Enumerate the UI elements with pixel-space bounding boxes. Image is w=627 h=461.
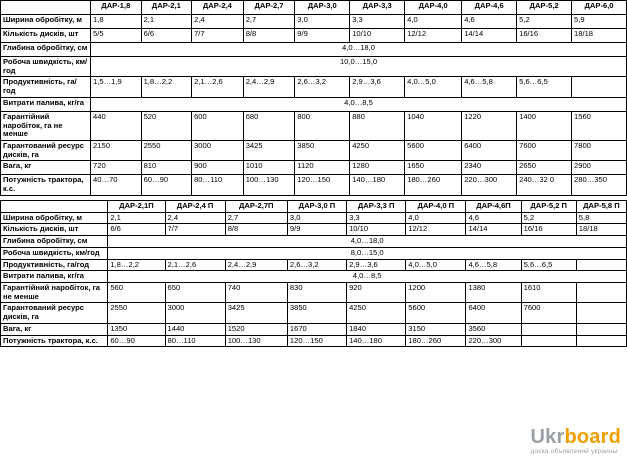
data-cell: 40…70	[91, 175, 142, 195]
table-row	[1, 259, 627, 271]
data-cell: 1200	[406, 282, 466, 302]
row-label: Гарантійний наробіток, га не менше	[1, 282, 108, 302]
data-cell: 1440	[165, 323, 225, 335]
data-cell: 14/14	[462, 29, 517, 43]
data-cell: 9/9	[295, 29, 350, 43]
header-cell-blank	[1, 200, 108, 212]
header-cell-model: ДАР-1,8	[91, 1, 142, 15]
data-cell: 8/8	[225, 224, 287, 236]
data-cell: 3560	[466, 323, 521, 335]
data-cell: 3000	[192, 141, 244, 161]
spec-table-trailed-body	[1, 200, 627, 346]
data-cell: 2,7	[225, 212, 287, 224]
data-cell: 3150	[406, 323, 466, 335]
data-cell: 3425	[225, 303, 287, 323]
header-cell-model: ДАР-4,0 П	[406, 200, 466, 212]
data-cell: 810	[141, 161, 192, 175]
watermark-prefix: Ukr	[530, 426, 565, 448]
data-cell: 140…180	[347, 335, 406, 347]
table-row	[1, 141, 627, 161]
header-cell-model: ДАР-3,0 П	[287, 200, 346, 212]
data-cell: 4,6	[466, 212, 521, 224]
data-cell: 2,6…3,2	[295, 77, 350, 97]
data-cell: 5,6…6,5	[517, 77, 572, 97]
data-cell: 240…32 0	[517, 175, 572, 195]
data-cell: 5,2	[521, 212, 576, 224]
data-cell	[576, 335, 626, 347]
data-cell: 220…300	[462, 175, 517, 195]
spec-table-mounted	[0, 0, 627, 196]
header-cell-model: ДАР-5,2	[517, 1, 572, 15]
data-cell: 180…260	[405, 175, 462, 195]
data-cell: 7600	[521, 303, 576, 323]
data-cell: 5,2	[517, 15, 572, 29]
data-cell: 5,8	[576, 212, 626, 224]
data-cell: 80…110	[192, 175, 244, 195]
data-cell: 5,6…6,5	[521, 259, 576, 271]
row-label: Потужність трактора, к.с.	[1, 175, 91, 195]
row-label: Робоча швидкість, км/год	[1, 247, 108, 259]
header-cell-model: ДАР-5,2 П	[521, 200, 576, 212]
row-label: Кількість дисків, шт	[1, 224, 108, 236]
data-cell: 4,0	[406, 212, 466, 224]
header-cell-model: ДАР-5,8 П	[576, 200, 626, 212]
row-label: Продуктивність, га/год	[1, 259, 108, 271]
table-row	[1, 175, 627, 195]
data-cell	[521, 335, 576, 347]
data-cell: 4,0	[405, 15, 462, 29]
table-row	[1, 161, 627, 175]
data-cell: 100…130	[225, 335, 287, 347]
table-row	[1, 77, 627, 97]
spec-table-trailed	[0, 200, 627, 347]
row-label: Гарантований ресурс дисків, га	[1, 141, 91, 161]
table-row	[1, 57, 627, 77]
data-cell: 5600	[405, 141, 462, 161]
data-cell: 3,3	[350, 15, 405, 29]
data-cell: 80…110	[165, 335, 225, 347]
data-cell: 18/18	[576, 224, 626, 236]
table-header-row	[1, 1, 627, 15]
data-cell: 2,1…2,6	[165, 259, 225, 271]
header-cell-model: ДАР-2,4 П	[165, 200, 225, 212]
data-cell: 1010	[243, 161, 295, 175]
row-label: Витрати палива, кг/га	[1, 97, 91, 111]
table-header-row	[1, 200, 627, 212]
data-cell: 2,1…2,6	[192, 77, 244, 97]
data-cell: 7/7	[165, 224, 225, 236]
data-cell: 180…260	[406, 335, 466, 347]
data-cell: 12/12	[405, 29, 462, 43]
data-cell: 880	[350, 111, 405, 140]
data-cell: 6400	[466, 303, 521, 323]
header-cell-model: ДАР-3,3	[350, 1, 405, 15]
data-cell: 1,8	[91, 15, 142, 29]
data-cell: 60…90	[108, 335, 165, 347]
row-label: Продуктивність, га/год	[1, 77, 91, 97]
header-cell-model: ДАР-6,0	[572, 1, 627, 15]
data-cell: 680	[243, 111, 295, 140]
data-cell: 900	[192, 161, 244, 175]
data-cell: 440	[91, 111, 142, 140]
table-row	[1, 29, 627, 43]
data-cell: 2,4	[192, 15, 244, 29]
data-cell: 280…350	[572, 175, 627, 195]
data-cell: 1840	[347, 323, 406, 335]
data-cell: 140…180	[350, 175, 405, 195]
data-cell: 5,9	[572, 15, 627, 29]
row-label: Глибина обробітку, см	[1, 236, 108, 248]
data-cell: 16/16	[521, 224, 576, 236]
table-row	[1, 97, 627, 111]
header-cell-model: ДАР-4,6П	[466, 200, 521, 212]
data-cell: 100…130	[243, 175, 295, 195]
data-cell: 520	[141, 111, 192, 140]
data-cell: 2,1	[141, 15, 192, 29]
table-row	[1, 247, 627, 259]
header-cell-model: ДАР-2,7П	[225, 200, 287, 212]
data-cell: 3850	[287, 303, 346, 323]
data-cell: 7800	[572, 141, 627, 161]
header-cell-model: ДАР-4,0	[405, 1, 462, 15]
data-cell: 560	[108, 282, 165, 302]
row-label: Вага, кг	[1, 323, 108, 335]
data-cell: 1400	[517, 111, 572, 140]
data-cell: 120…150	[295, 175, 350, 195]
table-row	[1, 224, 627, 236]
spec-table-mounted-body	[1, 1, 627, 196]
data-cell: 600	[192, 111, 244, 140]
data-cell: 5600	[406, 303, 466, 323]
data-cell: 800	[295, 111, 350, 140]
data-cell: 18/18	[572, 29, 627, 43]
data-cell: 6400	[462, 141, 517, 161]
header-cell-model: ДАР-2,1	[141, 1, 192, 15]
data-cell: 1560	[572, 111, 627, 140]
row-label: Ширина обробітку, м	[1, 15, 91, 29]
data-cell: 6/6	[141, 29, 192, 43]
data-cell: 2,7	[243, 15, 295, 29]
watermark-subtitle: доска объявлений украины	[530, 448, 618, 455]
data-cell: 830	[287, 282, 346, 302]
data-cell: 2,4…2,9	[225, 259, 287, 271]
header-cell-model: ДАР-3,3 П	[347, 200, 406, 212]
data-cell: 4,0…5,0	[406, 259, 466, 271]
table-row	[1, 15, 627, 29]
row-merged-value: 4,0…18,0	[91, 43, 627, 57]
data-cell: 7600	[517, 141, 572, 161]
data-cell: 2650	[517, 161, 572, 175]
table-row	[1, 323, 627, 335]
data-cell: 4,6…5,8	[466, 259, 521, 271]
data-cell: 120…150	[287, 335, 346, 347]
data-cell: 3,3	[347, 212, 406, 224]
row-label: Вага, кг	[1, 161, 91, 175]
data-cell: 4,6…5,8	[462, 77, 517, 97]
data-cell: 2,4	[165, 212, 225, 224]
data-cell: 1350	[108, 323, 165, 335]
data-cell: 1670	[287, 323, 346, 335]
data-cell	[572, 77, 627, 97]
data-cell: 60…90	[141, 175, 192, 195]
header-cell-model: ДАР-3,0	[295, 1, 350, 15]
data-cell: 720	[91, 161, 142, 175]
table-row	[1, 303, 627, 323]
data-cell: 2150	[91, 141, 142, 161]
watermark	[530, 427, 621, 455]
row-label: Витрати палива, кг/га	[1, 271, 108, 283]
table-row	[1, 212, 627, 224]
data-cell: 740	[225, 282, 287, 302]
data-cell: 1220	[462, 111, 517, 140]
data-cell: 3,0	[287, 212, 346, 224]
data-cell	[576, 303, 626, 323]
table-row	[1, 43, 627, 57]
data-cell: 7/7	[192, 29, 244, 43]
data-cell: 2,9…3,6	[350, 77, 405, 97]
data-cell: 4,6	[462, 15, 517, 29]
data-cell: 1120	[295, 161, 350, 175]
data-cell: 12/12	[406, 224, 466, 236]
data-cell: 3850	[295, 141, 350, 161]
data-cell	[521, 323, 576, 335]
data-cell: 2,4…2,9	[243, 77, 295, 97]
row-merged-value: 4,0…18,0	[108, 236, 627, 248]
data-cell: 650	[165, 282, 225, 302]
data-cell: 3000	[165, 303, 225, 323]
data-cell	[576, 282, 626, 302]
data-cell	[576, 259, 626, 271]
data-cell	[576, 323, 626, 335]
row-label: Гарантійний наробіток, га не менше	[1, 111, 91, 140]
data-cell: 1650	[405, 161, 462, 175]
table-row	[1, 236, 627, 248]
row-label: Кількість дисків, шт	[1, 29, 91, 43]
data-cell: 1,8…2,2	[141, 77, 192, 97]
watermark-logo	[530, 427, 621, 447]
data-cell: 2550	[141, 141, 192, 161]
row-merged-value: 8,0…15,0	[108, 247, 627, 259]
data-cell: 5/5	[91, 29, 142, 43]
row-merged-value: 4,0…8,5	[108, 271, 627, 283]
data-cell: 4250	[347, 303, 406, 323]
row-label: Робоча швидкість, км/год	[1, 57, 91, 77]
data-cell: 1380	[466, 282, 521, 302]
data-cell: 1040	[405, 111, 462, 140]
data-cell: 2900	[572, 161, 627, 175]
data-cell: 4,0…5,0	[405, 77, 462, 97]
data-cell: 2340	[462, 161, 517, 175]
row-label: Глибина обробітку, см	[1, 43, 91, 57]
data-cell: 220…300	[466, 335, 521, 347]
data-cell: 1610	[521, 282, 576, 302]
table-row	[1, 282, 627, 302]
row-merged-value: 4,0…8,5	[91, 97, 627, 111]
header-cell-model: ДАР-4,6	[462, 1, 517, 15]
data-cell: 2,9…3,6	[347, 259, 406, 271]
data-cell: 2,6…3,2	[287, 259, 346, 271]
data-cell: 1,5…1,9	[91, 77, 142, 97]
data-cell: 3,0	[295, 15, 350, 29]
data-cell: 1520	[225, 323, 287, 335]
data-cell: 16/16	[517, 29, 572, 43]
data-cell: 4250	[350, 141, 405, 161]
data-cell: 6/6	[108, 224, 165, 236]
data-cell: 1,8…2,2	[108, 259, 165, 271]
data-cell: 2550	[108, 303, 165, 323]
header-cell-model: ДАР-2,1П	[108, 200, 165, 212]
data-cell: 8/8	[243, 29, 295, 43]
watermark-accent: board	[564, 426, 621, 448]
header-cell-model: ДАР-2,4	[192, 1, 244, 15]
table-row	[1, 111, 627, 140]
row-label: Потужність трактора, к.с.	[1, 335, 108, 347]
data-cell: 9/9	[287, 224, 346, 236]
data-cell: 1280	[350, 161, 405, 175]
header-cell-blank	[1, 1, 91, 15]
table-row	[1, 335, 627, 347]
table-row	[1, 271, 627, 283]
row-label: Ширина обробітку, м	[1, 212, 108, 224]
row-label: Гарантований ресурс дисків, га	[1, 303, 108, 323]
data-cell: 10/10	[347, 224, 406, 236]
data-cell: 3425	[243, 141, 295, 161]
data-cell: 920	[347, 282, 406, 302]
row-merged-value: 10,0…15,0	[91, 57, 627, 77]
data-cell: 14/14	[466, 224, 521, 236]
header-cell-model: ДАР-2,7	[243, 1, 295, 15]
data-cell: 10/10	[350, 29, 405, 43]
data-cell: 2,1	[108, 212, 165, 224]
